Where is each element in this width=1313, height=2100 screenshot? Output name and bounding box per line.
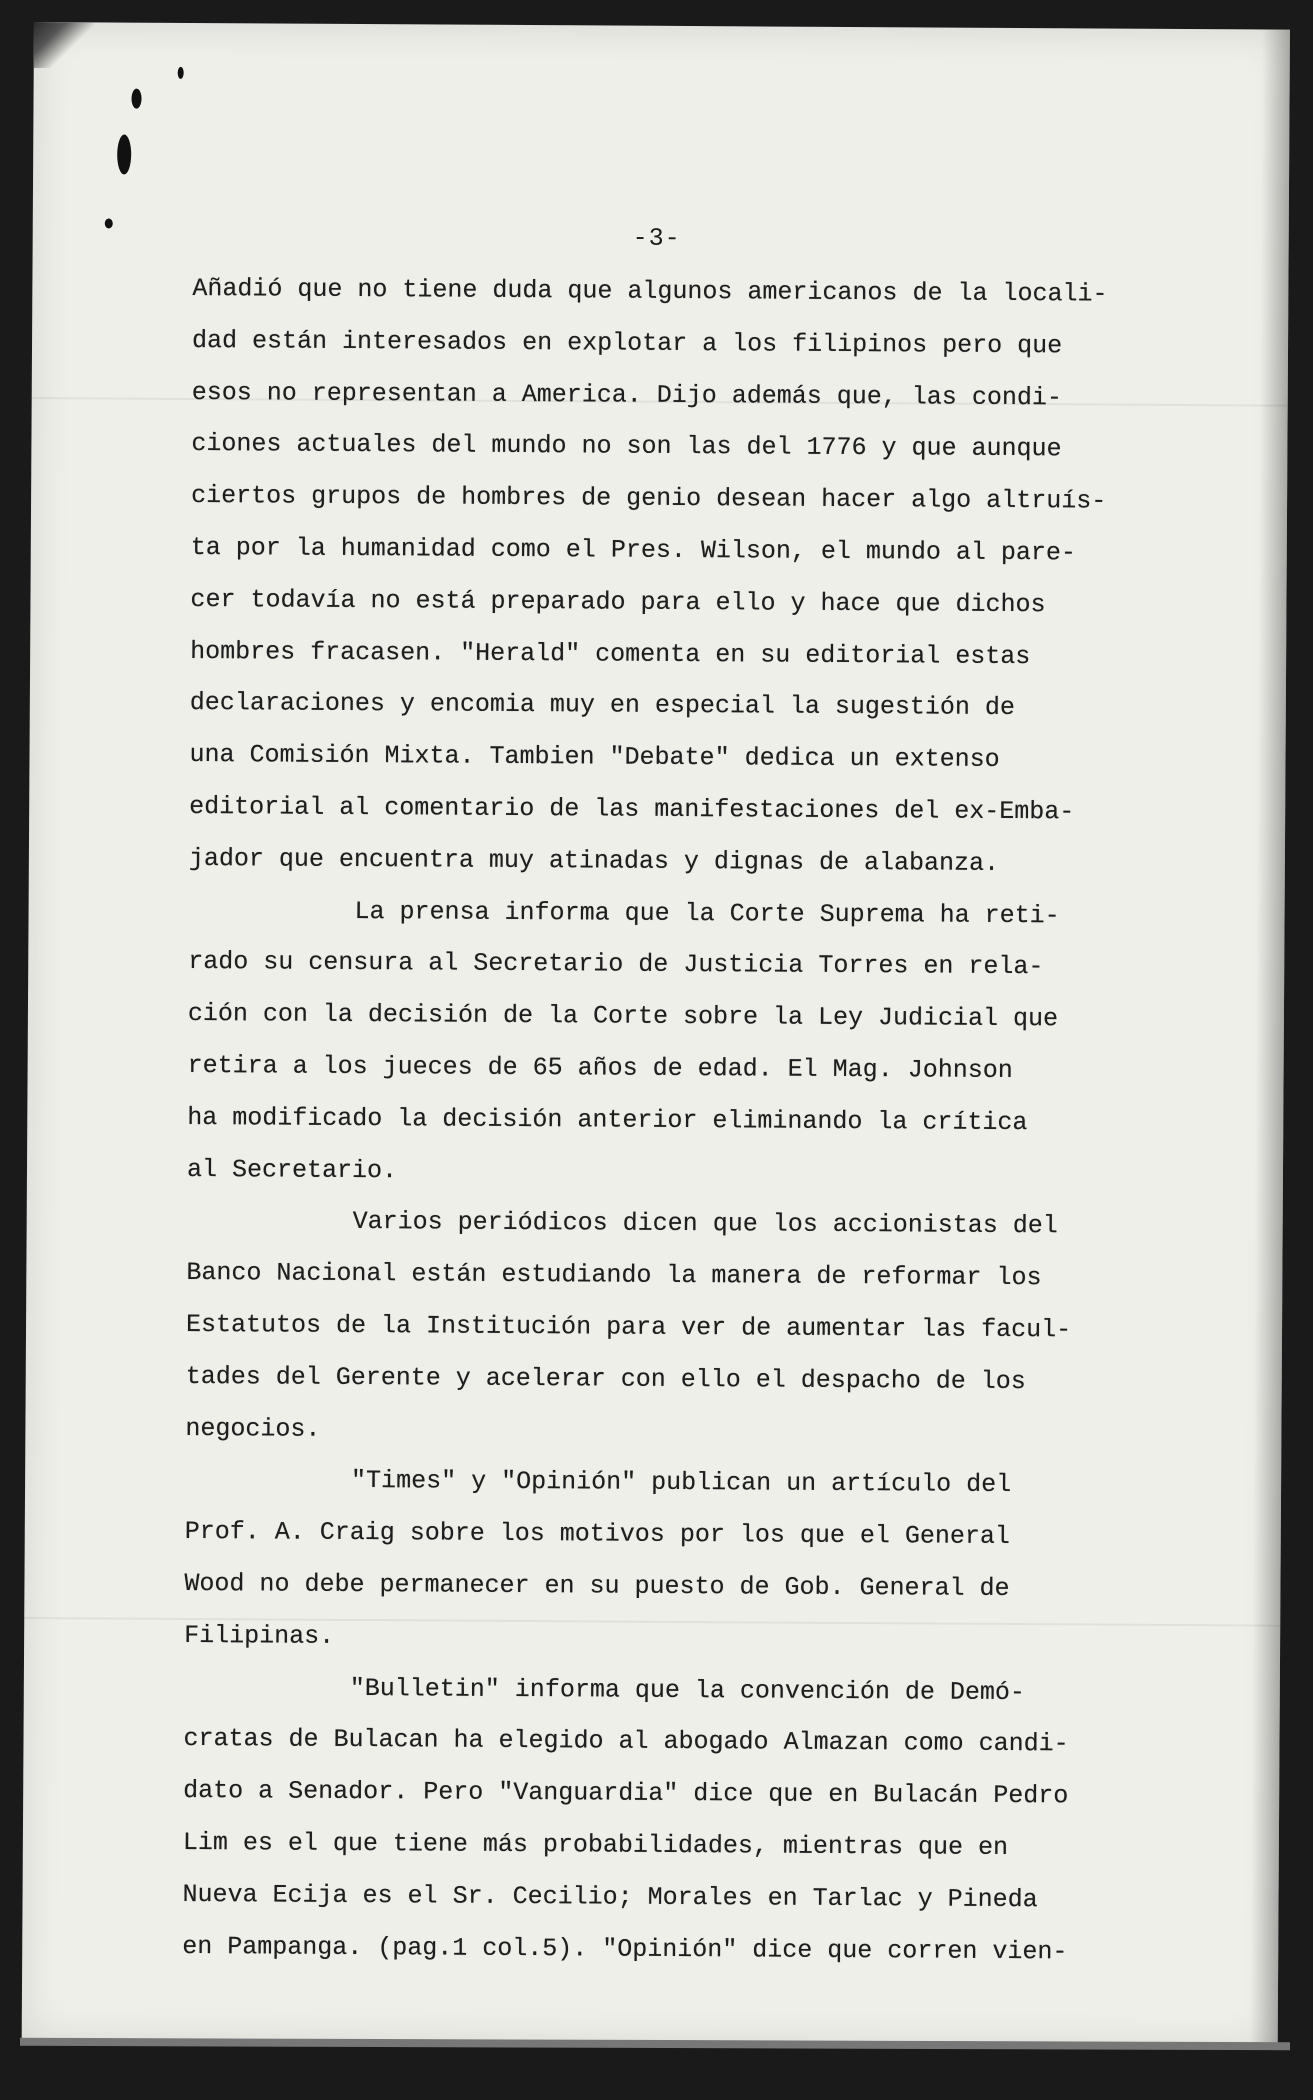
text-line: "Bulletin" informa que la convención de Demó- — [349, 1673, 1026, 1707]
text-line: rado su censura al Secretario de Justicia Torres en rela- — [188, 947, 1044, 982]
text-line: tades del Gerente y acelerar con ello el despacho de los — [185, 1361, 1026, 1396]
page-edge-shadow — [1250, 30, 1290, 2050]
ink-spot — [117, 135, 131, 175]
text-line: Varios periódicos dicen que los accionistas del — [352, 1207, 1058, 1241]
text-line: jador que encuentra muy atinadas y dignas de alabanza. — [188, 843, 1000, 878]
text-line: cratas de Bulacan ha elegido al abogado Almazan como candi- — [183, 1724, 1069, 1759]
text-line: esos no representan a America. Dijo además que, las condi- — [191, 377, 1062, 412]
ink-spot — [178, 67, 184, 79]
text-line: Filipinas. — [184, 1620, 335, 1651]
text-line: hombres fracasen. "Herald" comenta en su editorial estas — [190, 636, 1031, 671]
text-line: en Pampanga. (pag.1 col.5). "Opinión" dice que corren vien- — [182, 1931, 1068, 1966]
text-line: Estatutos de la Institución para ver de aumentar las facul- — [185, 1309, 1072, 1345]
text-line: Añadió que no tiene duda que algunos americanos de la locali- — [192, 273, 1108, 309]
text-line: dad están interesados en explotar a los filipinos pero que — [191, 325, 1063, 361]
text-line: dato a Senador. Pero "Vanguardia" dice que en Bulacán Pedro — [183, 1776, 1069, 1811]
text-line: Wood no debe permanecer en su puesto de Gob. General de — [184, 1568, 1010, 1603]
text-line: cer todavía no está preparado para ello y hace que dichos — [190, 584, 1046, 619]
text-line: ciertos grupos de hombres de genio desean hacer algo altruís- — [191, 481, 1107, 516]
text-line: Banco Nacional están estudiando la manera de reformar los — [186, 1258, 1042, 1293]
text-line: al Secretario. — [186, 1154, 398, 1185]
text-line: declaraciones y encomia muy en especial la sugestión de — [189, 688, 1016, 723]
text-line: negocios. — [185, 1413, 321, 1444]
text-line: ha modificado la decisión anterior eliminando la crítica — [187, 1102, 1028, 1137]
text-line: retira a los jueces de 65 años de edad. El Mag. Johnson — [187, 1050, 1013, 1085]
text-line: ción con la decisión de la Corte sobre la Ley Judicial que — [187, 999, 1059, 1034]
text-line: editorial al comentario de las manifestaciones del ex-Emba- — [189, 791, 1075, 827]
page-corner-curl — [34, 22, 94, 68]
text-line: una Comisión Mixta. Tambien "Debate" dedica un extenso — [189, 740, 1000, 775]
text-line: Lim es el que tiene más probabilidades, mientras que en — [182, 1827, 1009, 1862]
page-number: -3- — [632, 223, 681, 253]
text-line: Nueva Ecija es el Sr. Cecilio; Morales en Tarlac y Pineda — [182, 1879, 1038, 1914]
ink-spot — [105, 218, 113, 228]
text-line: La prensa informa que la Corte Suprema ha reti- — [354, 896, 1060, 930]
document-body — [182, 263, 1202, 1978]
text-line: ta por la humanidad como el Pres. Wilson, el mundo al pare- — [190, 532, 1077, 568]
text-line: Prof. A. Craig sobre los motivos por los que el General — [184, 1517, 1010, 1552]
ink-spot — [131, 89, 141, 109]
typewritten-page — [22, 22, 1290, 2050]
text-line: "Times" y "Opinión" publican un artículo del — [351, 1466, 1012, 1500]
text-line: ciones actuales del mundo no son las del 1776 y que aunque — [191, 429, 1062, 464]
